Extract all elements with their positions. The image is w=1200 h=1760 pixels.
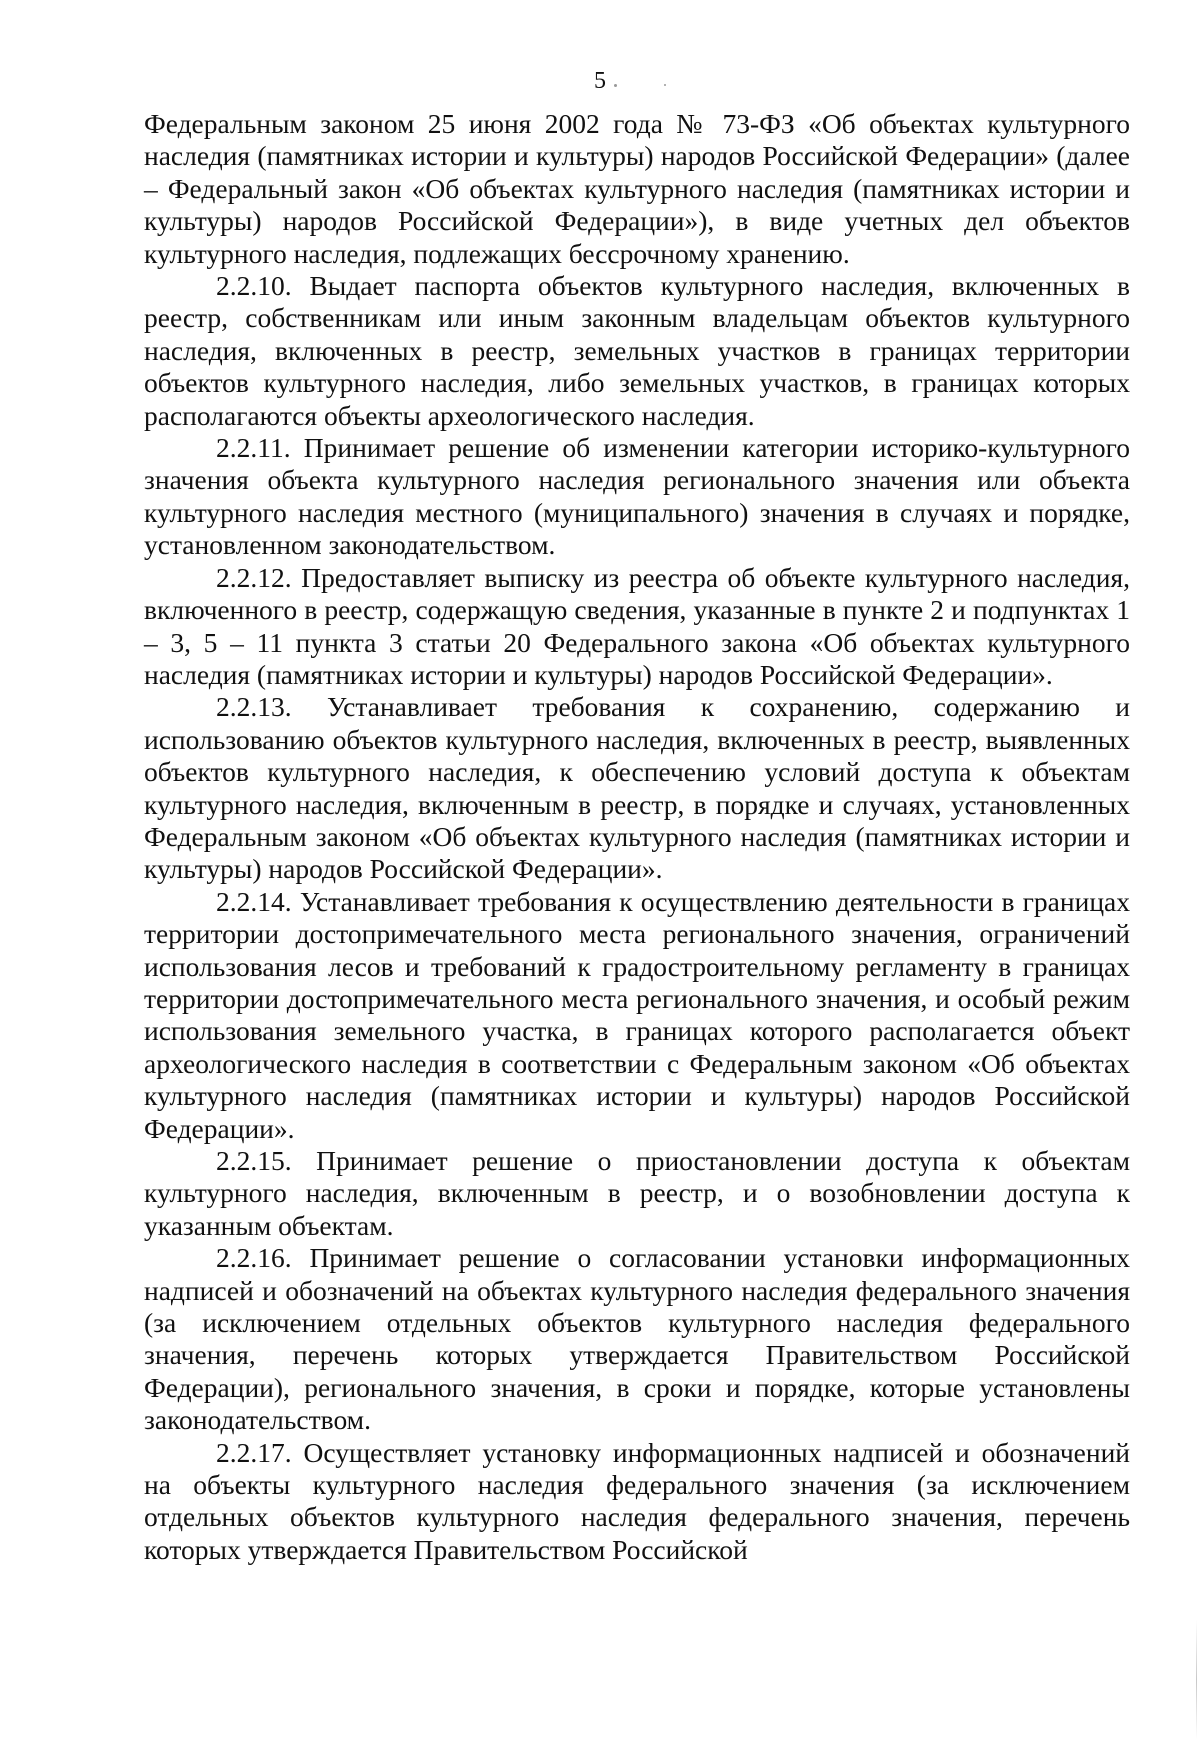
paragraph-2-2-17: 2.2.17. Осуществляет установку информационных надписей и обозначений на объекты культурного наследия федерального значения (за исключением отдельных объектов культурного наследия федерального значения, перечень которых утверждается Правительством Российской xyxy=(144,1436,1130,1565)
paragraph-2-2-15: 2.2.15. Принимает решение о приостановлении доступа к объектам культурного наследия, включенным в реестр, и о возобновлении доступа к указанным объектам. xyxy=(144,1145,1130,1241)
scan-edge-mark xyxy=(1196,1620,1197,1740)
paragraph-continuation: Федеральным законом 25 июня 2002 года № 73-ФЗ «Об объектах культурного наследия (памятниках истории и культуры) народов Российской Федерации» (далее – Федеральный закон «Об объектах культурного наследия (памятниках истории и культуры) народов Российской Федерации»), в виде учетных дел объектов культурного наследия, подлежащих бессрочному хранению. xyxy=(144,108,1130,269)
paragraph-2-2-12: 2.2.12. Предоставляет выписку из реестра об объекте культурного наследия, включенного в реестр, содержащую сведения, указанные в пункте 2 и подпунктах 1 – 3, 5 – 11 пункта 3 статьи 20 Федерального закона «Об объектах культурного наследия (памятниках истории и культуры) народов Российской Федерации». xyxy=(144,561,1130,690)
paragraph-2-2-14: 2.2.14. Устанавливает требования к осуществлению деятельности в границах территории достопримечательного места регионального значения, ограничений использования лесов и требований к градостроительному регламенту в границах территории достопримечательного места регионального значения, и особый режим использования земельного участка, в границах которого располагается объект археологического наследия в соответствии с Федеральным законом «Об объектах культурного наследия (памятниках истории и культуры) народов Российской Федерации». xyxy=(144,885,1130,1144)
page-number: 5 xyxy=(594,68,606,94)
scan-speck xyxy=(614,84,617,87)
document-body xyxy=(144,108,1130,1566)
paragraph-2-2-16: 2.2.16. Принимает решение о согласовании установки информационных надписей и обозначений на объектах культурного наследия федерального значения (за исключением отдельных объектов культурного наследия федерального значения, перечень которых утверждается Правительством Российской Федерации), регионального значения, в сроки и порядке, которые установлены законодательством. xyxy=(144,1242,1130,1436)
paragraph-2-2-10: 2.2.10. Выдает паспорта объектов культурного наследия, включенных в реестр, собственникам или иным законным владельцам объектов культурного наследия, включенных в реестр, земельных участков в границах территории объектов культурного наследия, либо земельных участков, в границах которых располагаются объекты археологического наследия. xyxy=(144,270,1130,431)
paragraph-2-2-13: 2.2.13. Устанавливает требования к сохранению, содержанию и использованию объектов культурного наследия, включенных в реестр, выявленных объектов культурного наследия, к обеспечению условий доступа к объектам культурного наследия, включенным в реестр, в порядке и случаях, установленных Федеральным законом «Об объектах культурного наследия (памятниках истории и культуры) народов Российской Федерации». xyxy=(144,691,1130,885)
paragraph-2-2-11: 2.2.11. Принимает решение об изменении категории историко-культурного значения объекта культурного наследия регионального значения или объекта культурного наследия местного (муниципального) значения в случаях и порядке, установленном законодательством. xyxy=(144,432,1130,561)
scan-speck xyxy=(664,84,666,86)
